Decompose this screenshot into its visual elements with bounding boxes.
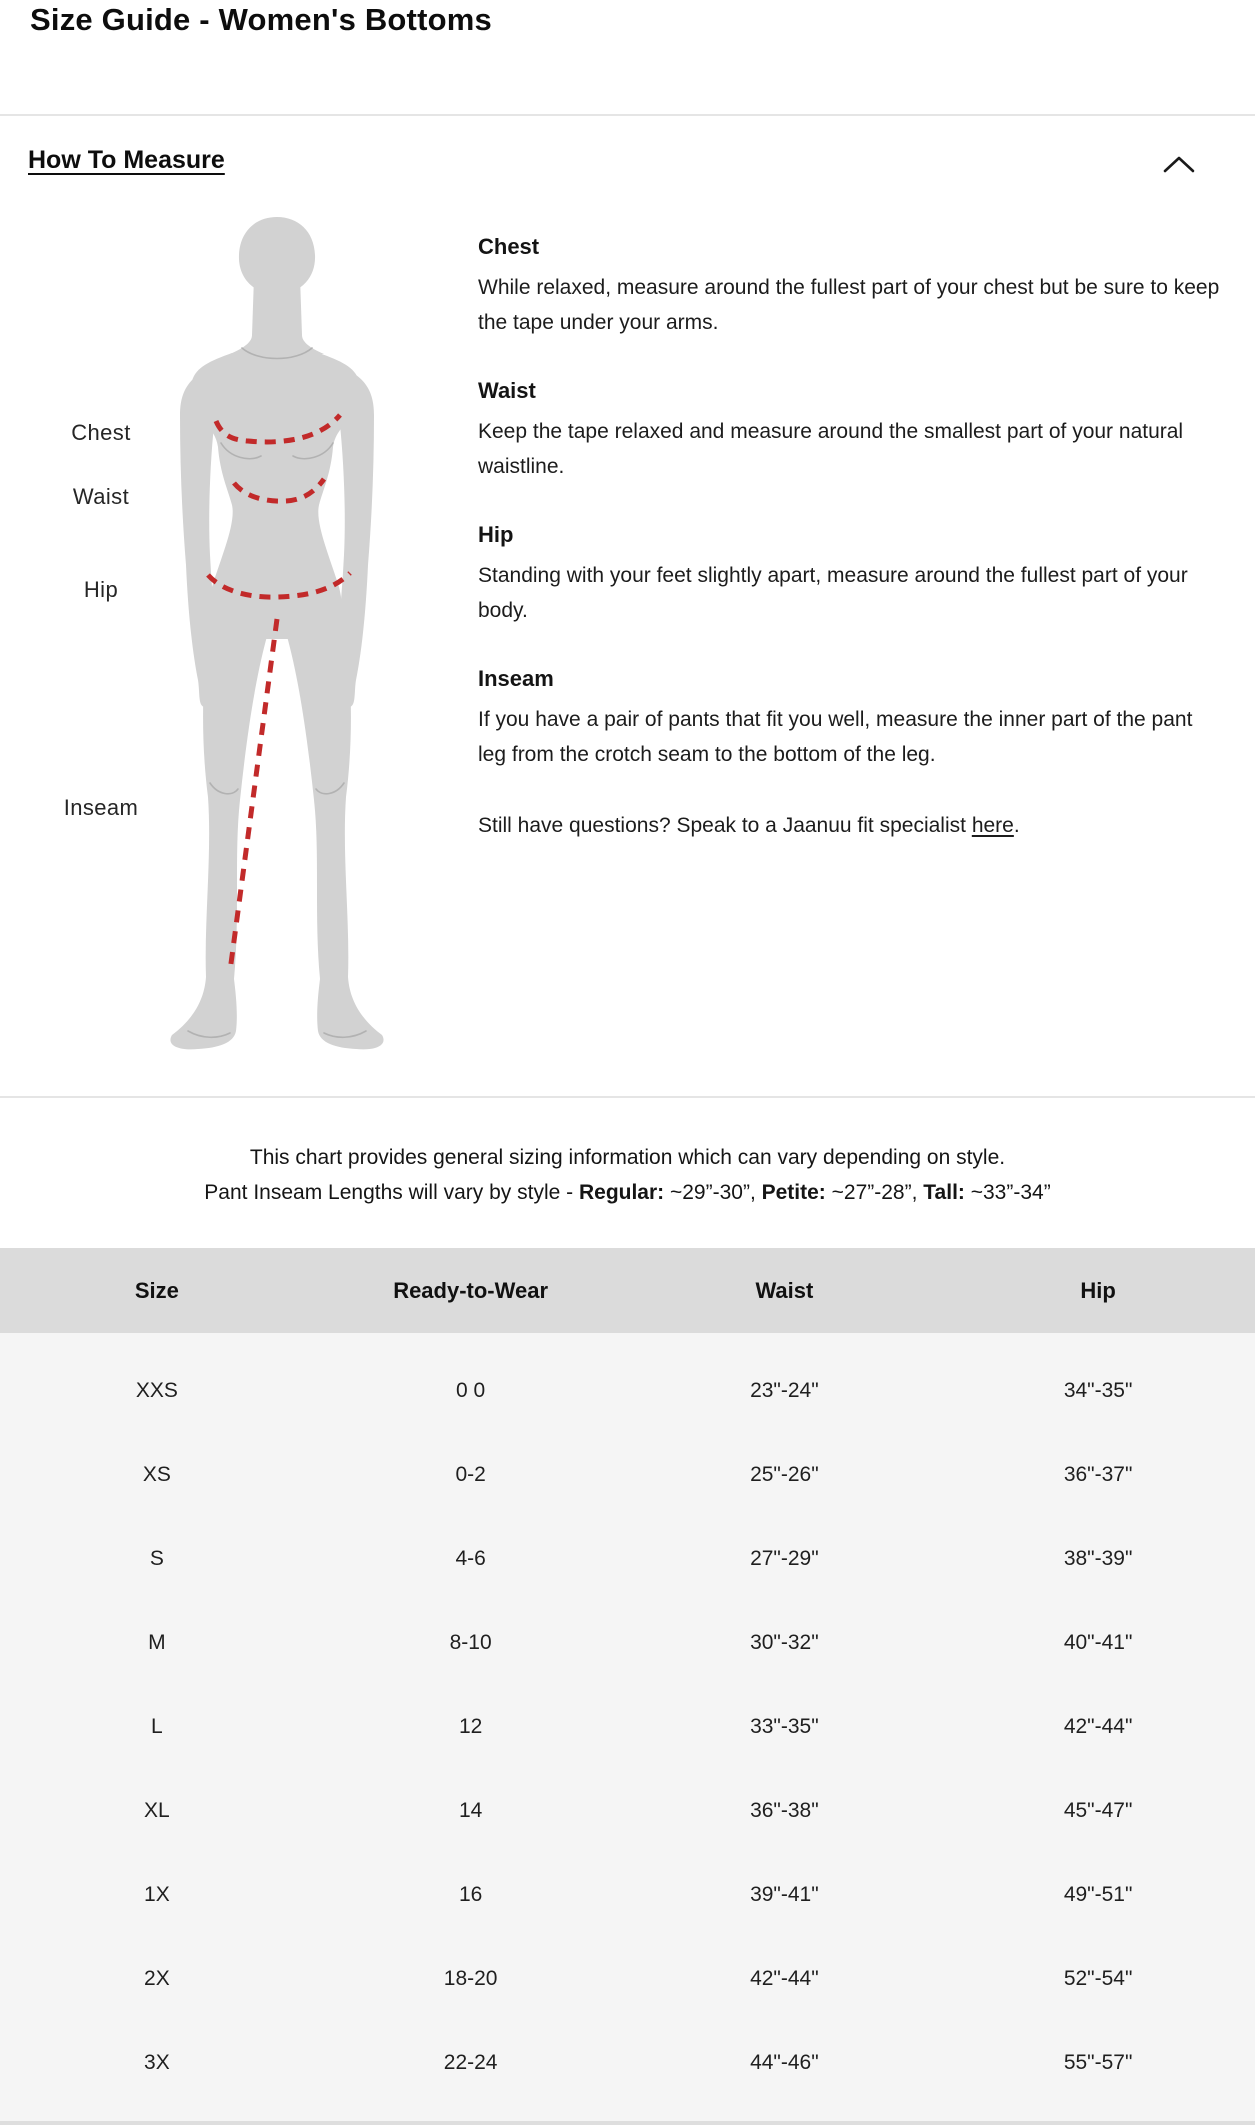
table-row bbox=[0, 1769, 1255, 1853]
instruction-heading-waist: Waist bbox=[478, 378, 536, 403]
table-row bbox=[0, 1433, 1255, 1517]
body-measurement-diagram bbox=[158, 215, 393, 1055]
hip-cell: 52"-54" bbox=[1063, 1967, 1133, 1990]
rtw-cell: 14 bbox=[458, 1799, 483, 1822]
collapse-section-button[interactable] bbox=[1159, 152, 1199, 182]
waist-cell: 27"-29" bbox=[750, 1547, 819, 1570]
instruction-heading-hip: Hip bbox=[478, 522, 514, 547]
table-row bbox=[0, 1349, 1255, 1433]
waist-cell: 25"-26" bbox=[750, 1463, 819, 1486]
instruction-text-waist: Keep the tape relaxed and measure around the smallest part of your natural waistline. bbox=[478, 420, 1184, 478]
rtw-cell: 22-24 bbox=[443, 2051, 498, 2074]
waist-cell: 39"-41" bbox=[750, 1883, 819, 1906]
rtw-cell: 0 0 bbox=[456, 1379, 486, 1402]
fit-specialist-text: Still have questions? Speak to a Jaanuu fit specialist bbox=[478, 814, 972, 837]
size-cell: XS bbox=[142, 1463, 171, 1486]
hip-cell: 49"-51" bbox=[1063, 1883, 1133, 1906]
rtw-cell: 16 bbox=[458, 1883, 483, 1906]
instruction-heading-inseam: Inseam bbox=[478, 666, 554, 691]
figure-label-inseam: Inseam bbox=[63, 795, 139, 820]
hip-cell: 40"-41" bbox=[1063, 1631, 1133, 1654]
divider bbox=[0, 114, 1255, 116]
chevron-up-icon bbox=[1162, 154, 1196, 181]
waist-cell: 36"-38" bbox=[750, 1799, 819, 1822]
column-header-waist: Waist bbox=[755, 1277, 814, 1303]
size-cell: S bbox=[149, 1547, 164, 1570]
hip-cell: 34"-35" bbox=[1063, 1379, 1133, 1402]
hip-cell: 36"-37" bbox=[1063, 1463, 1133, 1486]
size-table-body bbox=[0, 1333, 1255, 2125]
rtw-cell: 12 bbox=[458, 1715, 483, 1738]
hip-cell: 45"-47" bbox=[1063, 1799, 1133, 1822]
waist-cell: 44"-46" bbox=[750, 2051, 819, 2074]
sizing-notes bbox=[0, 1140, 1255, 1210]
size-cell: 1X bbox=[144, 1883, 170, 1906]
size-table-header bbox=[0, 1248, 1255, 1333]
hip-cell: 42"-44" bbox=[1063, 1715, 1133, 1738]
instruction-text-inseam: If you have a pair of pants that fit you well, measure the inner part of the pant leg from the crotch seam to the bottom of the leg. bbox=[478, 708, 1193, 766]
figure-label-chest: Chest bbox=[71, 420, 131, 445]
size-cell: 2X bbox=[144, 1967, 170, 1990]
fit-specialist-link[interactable]: here bbox=[971, 814, 1014, 837]
fit-specialist-period: . bbox=[1013, 814, 1020, 837]
size-cell: M bbox=[148, 1631, 166, 1654]
waist-cell: 23"-24" bbox=[750, 1379, 819, 1402]
sizing-note-line2: Pant Inseam Lengths will vary by style - Regular: ~29”-30”, Petite: ~27”-28”, Tall: ~33”-34” bbox=[204, 1181, 1051, 1204]
how-to-measure-toggle[interactable]: How To Measure bbox=[28, 146, 225, 174]
instruction-text-hip: Standing with your feet slightly apart, measure around the fullest part of your body. bbox=[478, 564, 1188, 622]
table-row bbox=[0, 2021, 1255, 2105]
figure-label-hip: Hip bbox=[83, 577, 119, 602]
page-title: Size Guide - Women's Bottoms bbox=[30, 2, 492, 37]
table-row bbox=[0, 1685, 1255, 1769]
hip-cell: 55"-57" bbox=[1063, 2051, 1133, 2074]
measure-instructions bbox=[478, 232, 1220, 879]
size-cell: XL bbox=[144, 1799, 170, 1822]
column-header-size: Size bbox=[134, 1277, 179, 1303]
rtw-cell: 18-20 bbox=[443, 1967, 498, 1990]
rtw-cell: 8-10 bbox=[449, 1631, 492, 1654]
bottom-edge-divider bbox=[0, 2121, 1255, 2125]
waist-cell: 30"-32" bbox=[750, 1631, 819, 1654]
divider bbox=[0, 1096, 1255, 1098]
size-cell: XXS bbox=[135, 1379, 178, 1402]
table-row bbox=[0, 1853, 1255, 1937]
instruction-heading-chest: Chest bbox=[478, 234, 540, 259]
rtw-cell: 0-2 bbox=[455, 1463, 486, 1486]
rtw-cell: 4-6 bbox=[455, 1547, 486, 1570]
table-row bbox=[0, 1601, 1255, 1685]
waist-cell: 33"-35" bbox=[750, 1715, 819, 1738]
figure-label-waist: Waist bbox=[72, 484, 130, 509]
size-cell: 3X bbox=[144, 2051, 170, 2074]
hip-cell: 38"-39" bbox=[1063, 1547, 1133, 1570]
sizing-note-line1: This chart provides general sizing information which can vary depending on style. bbox=[249, 1146, 1006, 1169]
table-row bbox=[0, 1937, 1255, 2021]
waist-cell: 42"-44" bbox=[750, 1967, 819, 1990]
column-header-hip: Hip bbox=[1080, 1277, 1116, 1303]
table-row bbox=[0, 1517, 1255, 1601]
size-cell: L bbox=[151, 1715, 163, 1738]
column-header-rtw: Ready-to-Wear bbox=[393, 1277, 549, 1303]
instruction-text-chest: While relaxed, measure around the fullest part of your chest but be sure to keep the tape under your arms. bbox=[478, 276, 1220, 334]
fit-specialist-line bbox=[478, 808, 1220, 843]
